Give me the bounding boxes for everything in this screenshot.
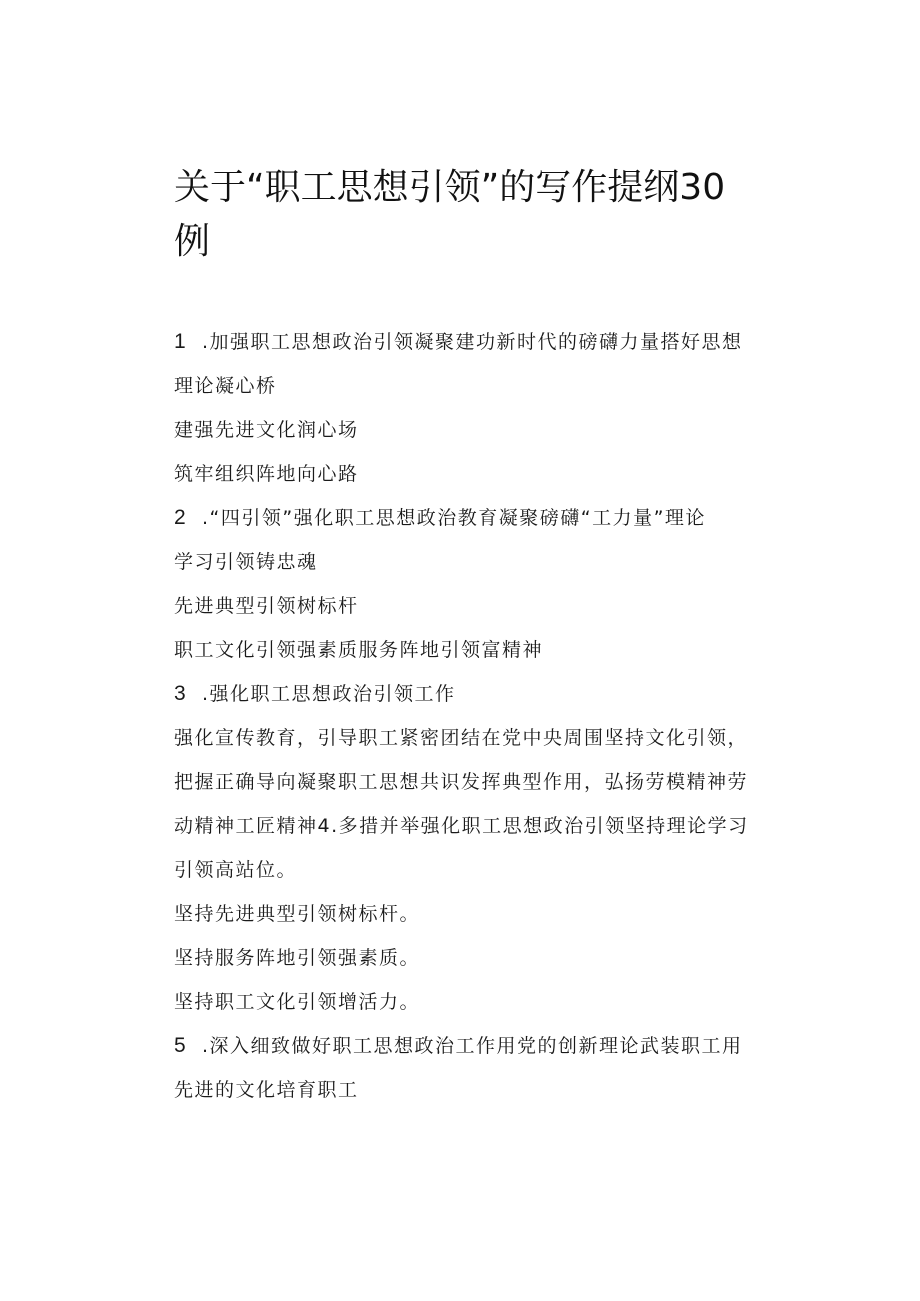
outline-item-1-line: [174, 320, 754, 364]
body-line: [174, 364, 754, 408]
body-line: [174, 804, 754, 848]
line-text: .“四引领”强化职工思想政治教育凝聚磅礴“工力量”理论: [202, 507, 706, 529]
line-text: 强化宣传教育，引导职工紧密团结在党中央周围坚持文化引领，: [174, 727, 749, 749]
line-text: 动精神工匠精神4.多措并举强化职工思想政治引领坚持理论学习: [174, 815, 749, 837]
line-text: .加强职工思想政治引领凝聚建功新时代的磅礴力量搭好思想: [202, 331, 743, 353]
outline-item-5-line: [174, 1024, 754, 1068]
body-line: [174, 408, 754, 452]
body-line: [174, 452, 754, 496]
line-text: .深入细致做好职工思想政治工作用党的创新理论武装职工用: [202, 1035, 743, 1057]
line-text: 坚持先进典型引领树标杆。: [174, 903, 421, 925]
line-text: 先进典型引领树标杆: [174, 595, 359, 617]
body-line: [174, 848, 754, 892]
item-number: 2: [174, 506, 188, 529]
body-line: [174, 628, 754, 672]
body-line: [174, 936, 754, 980]
outline-item-2-line: [174, 496, 754, 540]
body-line: [174, 1068, 754, 1112]
line-text: 坚持职工文化引领增活力。: [174, 991, 421, 1013]
body-line: [174, 892, 754, 936]
item-number: 1: [174, 330, 188, 353]
body-line: [174, 716, 754, 760]
item-number: 5: [174, 1034, 188, 1057]
body-line: [174, 540, 754, 584]
line-text: 职工文化引领强素质服务阵地引领富精神: [174, 639, 544, 661]
item-number: 3: [174, 682, 188, 705]
line-text: 建强先进文化润心场: [174, 419, 359, 441]
line-text: 把握正确导向凝聚职工思想共识发挥典型作用，弘扬劳模精神劳: [174, 771, 749, 793]
line-text: 引领高站位。: [174, 859, 298, 881]
body-line: [174, 980, 754, 1024]
line-text: .强化职工思想政治引领工作: [202, 683, 456, 705]
line-text: 坚持服务阵地引领强素质。: [174, 947, 421, 969]
line-text: 筑牢组织阵地向心路: [174, 463, 359, 485]
document-title: 关于“职工思想引领”的写作提纲30例: [174, 167, 726, 262]
line-text: 理论凝心桥: [174, 375, 277, 397]
body-line: [174, 584, 754, 628]
line-text: 学习引领铸忠魂: [174, 551, 318, 573]
line-text: 先进的文化培育职工: [174, 1079, 359, 1101]
body-line: [174, 760, 754, 804]
outline-item-3-line: [174, 672, 754, 716]
document-body: [174, 320, 754, 1112]
